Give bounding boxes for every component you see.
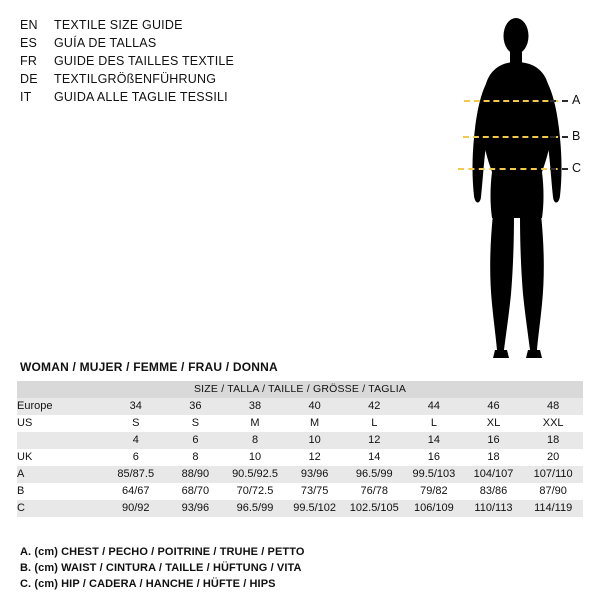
table-cell: 110/113 <box>464 500 524 517</box>
table-cell: 96.5/99 <box>225 500 285 517</box>
table-cell: L <box>344 415 404 432</box>
language-title: GUIDA ALLE TAGLIE TESSILI <box>54 90 228 104</box>
row-label: C <box>17 500 106 517</box>
table-cell: 8 <box>166 449 226 466</box>
table-cell: 83/86 <box>464 483 524 500</box>
table-cell: 76/78 <box>344 483 404 500</box>
table-cell: 14 <box>404 432 464 449</box>
table-cell: 99.5/102 <box>285 500 345 517</box>
table-cell: 93/96 <box>285 466 345 483</box>
table-cell: 99.5/103 <box>404 466 464 483</box>
size-table <box>17 381 583 517</box>
row-label: UK <box>17 449 106 466</box>
table-row <box>17 432 583 449</box>
hip-leader-line <box>550 168 568 170</box>
table-cell: 12 <box>285 449 345 466</box>
table-cell: 68/70 <box>166 483 226 500</box>
table-cell: M <box>225 415 285 432</box>
language-code: FR <box>20 54 38 68</box>
table-cell: 104/107 <box>464 466 524 483</box>
table-cell: 14 <box>344 449 404 466</box>
chest-label: A <box>572 93 581 107</box>
table-cell: 40 <box>285 398 345 415</box>
table-cell: 4 <box>106 432 166 449</box>
table-cell: XXL <box>523 415 583 432</box>
table-cell: 88/90 <box>166 466 226 483</box>
legend-row-chest: A. (cm) CHEST / PECHO / POITRINE / TRUHE / PETTO <box>20 546 305 558</box>
table-row <box>17 415 583 432</box>
legend-row-hip: C. (cm) HIP / CADERA / HANCHE / HÜFTE / HIPS <box>20 578 276 590</box>
row-label: Europe <box>17 398 106 415</box>
table-cell: 8 <box>225 432 285 449</box>
table-cell: 90/92 <box>106 500 166 517</box>
table-cell: 48 <box>523 398 583 415</box>
language-title: GUIDE DES TAILLES TEXTILE <box>54 54 235 68</box>
table-row <box>17 483 583 500</box>
table-cell: 44 <box>404 398 464 415</box>
waist-leader-line <box>550 136 568 138</box>
table-cell: 18 <box>523 432 583 449</box>
table-cell: 90.5/92.5 <box>225 466 285 483</box>
table-cell: 70/72.5 <box>225 483 285 500</box>
section-title: WOMAN / MUJER / FEMME / FRAU / DONNA <box>20 360 278 374</box>
language-code: DE <box>20 72 38 86</box>
table-cell: 38 <box>225 398 285 415</box>
table-cell: 20 <box>523 449 583 466</box>
table-cell: 6 <box>166 432 226 449</box>
table-cell: 106/109 <box>404 500 464 517</box>
table-cell: 64/67 <box>106 483 166 500</box>
table-header-row <box>17 381 583 398</box>
table-cell: S <box>106 415 166 432</box>
hip-label: C <box>572 161 582 175</box>
table-cell: 42 <box>344 398 404 415</box>
language-row <box>20 16 350 34</box>
measurement-legend <box>20 544 580 592</box>
table-cell: 6 <box>106 449 166 466</box>
chest-leader-line <box>550 100 568 102</box>
table-cell: 36 <box>166 398 226 415</box>
table-cell: 93/96 <box>166 500 226 517</box>
table-cell: 18 <box>464 449 524 466</box>
table-cell: 73/75 <box>285 483 345 500</box>
table-cell: S <box>166 415 226 432</box>
table-cell: 114/119 <box>523 500 583 517</box>
language-title: TEXTILE SIZE GUIDE <box>54 18 183 32</box>
language-row <box>20 34 350 52</box>
language-row <box>20 70 350 88</box>
table-cell: 87/90 <box>523 483 583 500</box>
language-title: TEXTILGRÖßENFÜHRUNG <box>54 72 217 86</box>
language-code: EN <box>20 18 38 32</box>
table-cell: 12 <box>344 432 404 449</box>
table-cell: 16 <box>464 432 524 449</box>
table-cell: 85/87.5 <box>106 466 166 483</box>
row-label: A <box>17 466 106 483</box>
table-cell: M <box>285 415 345 432</box>
table-cell: 10 <box>225 449 285 466</box>
row-label: B <box>17 483 106 500</box>
woman-silhouette-icon <box>400 8 600 368</box>
legend-row-waist: B. (cm) WAIST / CINTURA / TAILLE / HÜFTUNG / VITA <box>20 562 302 574</box>
waist-label: B <box>572 129 581 143</box>
table-cell: 34 <box>106 398 166 415</box>
table-cell: 96.5/99 <box>344 466 404 483</box>
table-cell: 102.5/105 <box>344 500 404 517</box>
table-row <box>17 398 583 415</box>
language-title: GUÍA DE TALLAS <box>54 36 157 50</box>
table-header-label: SIZE / TALLA / TAILLE / GRÖSSE / TAGLIA <box>17 381 583 398</box>
row-label: US <box>17 415 106 432</box>
language-row <box>20 88 350 106</box>
table-cell: L <box>404 415 464 432</box>
table-row <box>17 466 583 483</box>
language-code: IT <box>20 90 32 104</box>
language-code: ES <box>20 36 38 50</box>
language-row <box>20 52 350 70</box>
table-cell: 107/110 <box>523 466 583 483</box>
row-label <box>17 432 106 449</box>
language-list <box>20 16 350 106</box>
table-cell: 79/82 <box>404 483 464 500</box>
table-cell: XL <box>464 415 524 432</box>
table-cell: 10 <box>285 432 345 449</box>
table-cell: 16 <box>404 449 464 466</box>
figure-diagram <box>400 8 600 368</box>
table-row <box>17 449 583 466</box>
table-row <box>17 500 583 517</box>
table-cell: 46 <box>464 398 524 415</box>
